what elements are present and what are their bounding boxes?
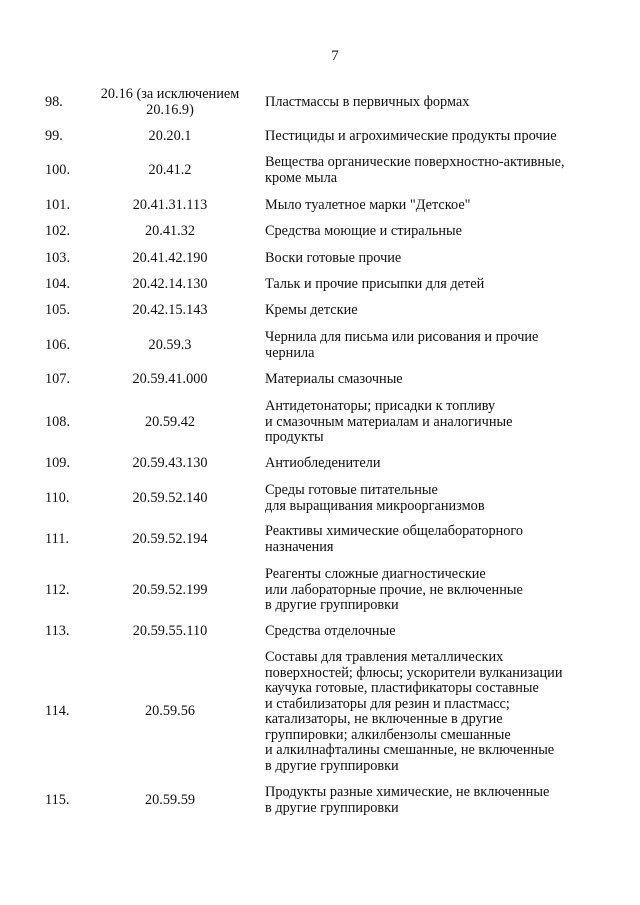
row-number: 111. <box>45 530 69 547</box>
product-description: Мыло туалетное марки "Детское" <box>265 197 471 213</box>
row-number: 100. <box>45 161 71 178</box>
row-number: 98. <box>45 94 63 110</box>
row-number: 102. <box>45 223 71 239</box>
product-description: Составы для травления металлических поверхностей; флюсы; ускорители вулканизации каучука готовые, пластификаторы составные и стабилизаторы для резин и пластмасс; катализаторы, не включенные в другие группировки; алкилбензолы смешанные и алкилнафталины смешанные, не включенные в другие группировки <box>265 649 563 774</box>
product-description: Продукты разные химические, не включенные в другие группировки <box>265 784 550 816</box>
row-number: 110. <box>45 489 70 506</box>
okpd-code: 20.59.41.000 <box>132 371 208 387</box>
row-number: 106. <box>45 336 71 353</box>
product-description: Материалы смазочные <box>265 371 403 387</box>
row-number: 112. <box>45 581 70 598</box>
okpd-code: 20.59.42 <box>144 413 196 430</box>
product-description: Чернила для письма или рисования и прочие чернила <box>265 329 539 361</box>
okpd-code: 20.41.32 <box>144 223 196 239</box>
okpd-code: 20.41.42.190 <box>132 250 208 266</box>
row-number: 115. <box>45 791 70 808</box>
row-number: 108. <box>45 413 71 430</box>
okpd-code: 20.20.1 <box>148 128 192 144</box>
row-number: 103. <box>45 250 71 266</box>
product-description: Антидетонаторы; присадки к топливу и смазочным материалам и аналогичные продукты <box>265 398 513 445</box>
row-number: 114. <box>45 703 70 720</box>
product-description: Пестициды и агрохимические продукты прочие <box>265 128 557 144</box>
product-description: Тальк и прочие присыпки для детей <box>265 276 485 292</box>
product-description: Пластмассы в первичных формах <box>265 94 470 110</box>
okpd-code: 20.59.52.140 <box>132 489 208 506</box>
okpd-code: 20.59.3 <box>148 336 192 353</box>
okpd-code: 20.59.52.194 <box>132 530 208 547</box>
product-description: Антиобледенители <box>265 455 381 471</box>
product-description: Средства отделочные <box>265 623 396 639</box>
product-description: Среды готовые питательные для выращивания микроорганизмов <box>265 482 485 514</box>
product-description: Реагенты сложные диагностические или лабораторные прочие, не включенные в другие группировки <box>265 566 523 613</box>
row-number: 101. <box>45 197 71 213</box>
row-number: 109. <box>45 455 71 471</box>
okpd-code: 20.59.59 <box>144 791 196 808</box>
page-number: 7 <box>331 48 339 64</box>
okpd-code: 20.59.43.130 <box>132 455 208 471</box>
product-description: Средства моющие и стиральные <box>265 223 462 239</box>
row-number: 113. <box>45 623 70 639</box>
okpd-code: 20.42.15.143 <box>132 302 208 318</box>
product-description: Вещества органические поверхностно-активные, кроме мыла <box>265 154 565 186</box>
okpd-code: 20.59.56 <box>144 703 196 720</box>
row-number: 105. <box>45 302 71 318</box>
okpd-code: 20.59.52.199 <box>132 581 208 598</box>
row-number: 107. <box>45 371 71 387</box>
okpd-code: 20.42.14.130 <box>132 276 208 292</box>
product-description: Реактивы химические общелабораторного назначения <box>265 523 524 555</box>
product-description: Воски готовые прочие <box>265 250 402 266</box>
okpd-code: 20.59.55.110 <box>132 623 208 639</box>
product-description: Кремы детские <box>265 302 358 318</box>
row-number: 99. <box>45 128 63 144</box>
okpd-code: 20.41.31.113 <box>132 197 208 213</box>
okpd-code: 20.41.2 <box>148 161 192 178</box>
row-number: 104. <box>45 276 71 292</box>
okpd-code: 20.16 (за исключением 20.16.9) <box>100 86 240 118</box>
